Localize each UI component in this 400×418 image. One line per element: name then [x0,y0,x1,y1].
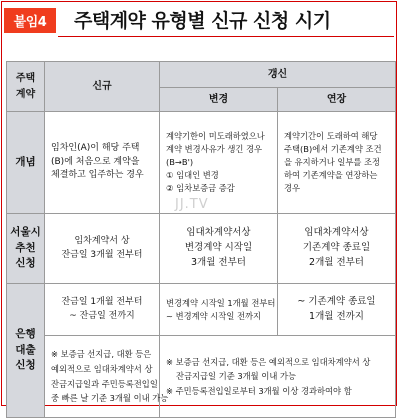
header-change: 변경 [160,88,278,112]
attachment-badge: 붙임4 [4,8,56,33]
row-label-seoul: 서울시 추천 신청 [7,214,45,284]
overview-change-cell: 계약기한이 미도래하였으나 계약 변경사유가 생긴 경우 (B→B') ① 임대인 변경 ② 임차보증금 증감 [160,112,278,214]
bank-new-note: ※ 보증금 선지급, 대환 등은 예외적으로 임대차계약서 상 잔금지급일과 주민등록전입일 중 빠른 날 기준 3개월 이내 가능 [45,336,160,418]
application-timing-table [6,61,396,418]
header-renewal: 갱신 [160,62,396,88]
bank-note-2: ※ 주민등록전입일로부터 3개월 이상 경과하여야 함 [166,385,352,396]
bank-note-1b: 잔금지급일 기준 3개월 이내 가능 [176,371,297,382]
header-extension: 연장 [278,88,396,112]
table-row-bank-notes [7,336,396,418]
bank-new-cell: 잔금일 1개월 전부터 ~ 잔금일 전까지 [45,284,160,336]
table-row-seoul [7,214,396,284]
row-label-overview: 개념 [7,112,45,214]
seoul-extension-cell: 임대차계약서상 기존계약 종료일 2개월 전부터 [278,214,396,284]
bank-note-1: ※ 보증금 선지급, 대환 등은 예외적으로 임대차계약서 상 [166,356,371,367]
overview-extension-cell: 계약기간이 도래하여 해당 주택(B)에서 기존계약 조건 을 유지하거나 일부를 조정 하여 기존계약을 연장하는 경우 [278,112,396,214]
seoul-change-cell: 임대차계약서상 변경계약 시작일 3개월 전부터 [160,214,278,284]
bank-renewal-notes [160,336,396,418]
bank-change-cell: 변경계약 시작일 1개월 전부터 ~ 변경계약 시작일 전까지 [160,284,278,336]
row-label-bank: 은행 대출 신청 [7,284,45,418]
header-contract-type: 주택 계약 [7,62,45,112]
table-row-bank-period [7,284,396,336]
title-divider [58,36,394,37]
page-title: 주택계약 유형별 신규 신청 시기 [74,10,331,32]
bank-extension-cell: ~ 기존계약 종료일 1개월 전까지 [278,284,396,336]
table-row-overview [7,112,396,214]
overview-new-cell: 임차인(A)이 해당 주택 (B)에 처음으로 계약을 체결하고 입주하는 경우 [45,112,160,214]
header-new: 신규 [45,62,160,112]
watermark: JJ.TV [175,197,209,212]
seoul-new-cell: 임차계약서 상 잔금일 3개월 전부터 [45,214,160,284]
